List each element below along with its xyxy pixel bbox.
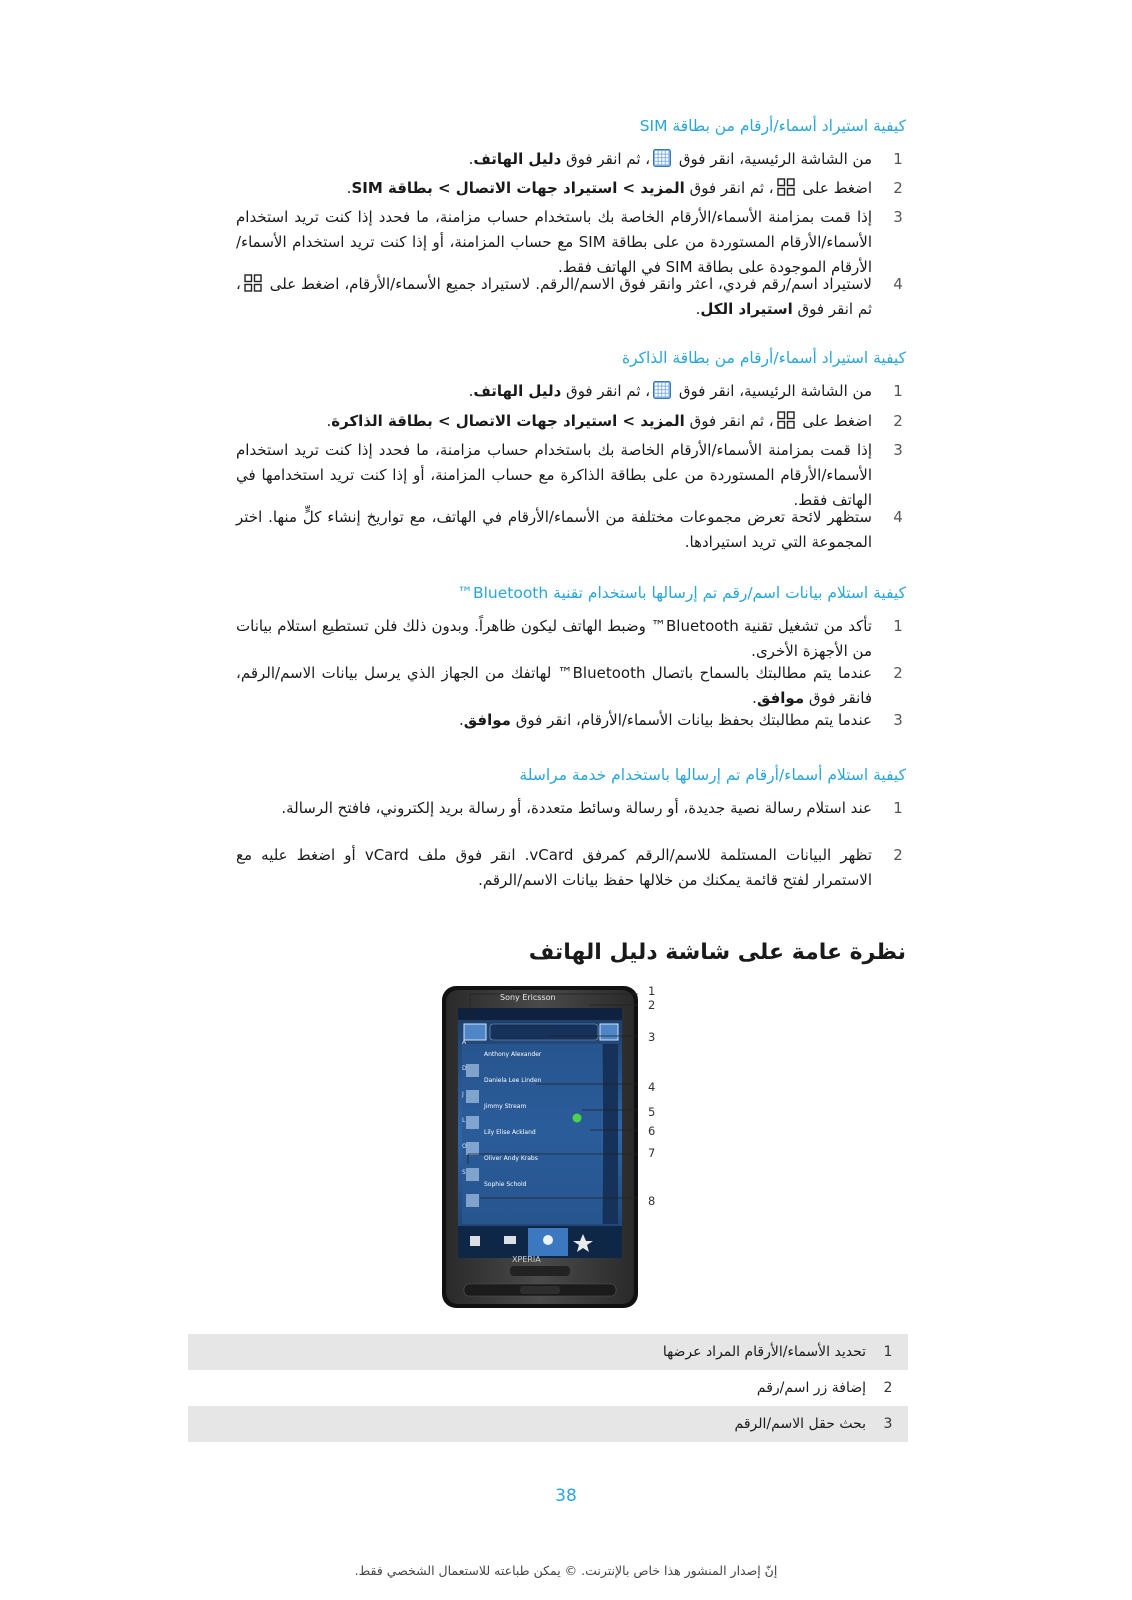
step-text: عند استلام رسالة نصية جديدة، أو رسالة وسائط متعددة، أو رسالة بريد إلكتروني، فافتح الرسالة. — [281, 799, 872, 817]
callout-number: 1 — [648, 984, 656, 998]
instruction-step — [236, 796, 906, 821]
step-number: 3 — [893, 711, 903, 729]
step-number: 1 — [893, 150, 903, 168]
step-text: عندما يتم مطالبتك بحفظ بيانات الأسماء/الأرقام، انقر فوق موافق. — [459, 711, 872, 729]
contact-index-letter: O — [462, 1143, 467, 1150]
ui-term: استيراد الكل — [700, 300, 793, 318]
app-grid-icon — [653, 149, 671, 167]
section-title: كيفية استلام أسماء/أرقام تم إرسالها باستخدام خدمة مراسلة — [519, 766, 906, 784]
section-title: كيفية استيراد أسماء/أرقام من بطاقة الذاكرة — [621, 349, 906, 367]
callout-number: 4 — [648, 1080, 656, 1094]
legend-number: 3 — [883, 1416, 893, 1432]
section-title: كيفية استلام بيانات اسم/رقم تم إرسالها باستخدام تقنية Bluetooth™ — [457, 584, 906, 602]
contact-index-letter: A — [462, 1039, 467, 1046]
page-number: 38 — [555, 1486, 577, 1506]
section-title: كيفية استيراد أسماء/أرقام من بطاقة SIM — [639, 117, 906, 135]
ui-term: دليل الهاتف — [473, 382, 562, 400]
contact-name: Sophie Schold — [484, 1181, 527, 1188]
instruction-step — [236, 505, 906, 555]
legend-text: تحديد الأسماء/الأرقام المراد عرضها — [662, 1344, 866, 1360]
legend-number: 1 — [883, 1344, 893, 1360]
step-number: 3 — [893, 208, 903, 226]
copyright-footer: إنّ إصدار المنشور هذا خاص بالإنترنت. © يمكن طباعته للاستعمال الشخصي فقط. — [354, 1563, 778, 1578]
instruction-step — [236, 438, 906, 513]
step-text: ستظهر لائحة تعرض مجموعات مختلفة من الأسماء/الأرقام في الهاتف، مع تواريخ إنشاء كلٍّ منها. اختر المجموعة التي تريد استيرادها. — [236, 508, 872, 551]
instruction-step — [236, 205, 906, 280]
overview-title: نظرة عامة على شاشة دليل الهاتف — [528, 940, 906, 965]
phone-model: XPERIA — [512, 1255, 541, 1264]
contact-index-letter: J — [462, 1091, 464, 1098]
ui-term: المزيد > استيراد جهات الاتصال > بطاقة SIM — [351, 179, 685, 197]
step-text: من الشاشة الرئيسية، انقر فوق ، ثم انقر فوق دليل الهاتف. — [468, 382, 872, 400]
step-number: 1 — [893, 617, 903, 635]
step-text: اضغط على ، ثم انقر فوق المزيد > استيراد جهات الاتصال > بطاقة SIM. — [346, 179, 872, 197]
ui-term: دليل الهاتف — [473, 150, 562, 168]
phone-brand: Sony Ericsson — [500, 993, 556, 1002]
instruction-step — [236, 272, 906, 322]
step-number: 2 — [893, 846, 903, 864]
callout-number: 3 — [648, 1030, 656, 1044]
step-text: عندما يتم مطالبتك بالسماح باتصال Bluetooth™ لهاتفك من الجهاز الذي يرسل بيانات الاسم/الرقم، فانقر فوق موافق. — [236, 664, 872, 707]
contact-name: Jimmy Stream — [484, 1103, 527, 1110]
callout-number: 8 — [648, 1194, 656, 1208]
instruction-step — [236, 409, 906, 434]
legend-text: بحث حقل الاسم/الرقم — [734, 1416, 866, 1432]
step-text: إذا قمت بمزامنة الأسماء/الأرقام الخاصة بك باستخدام حساب مزامنة، ما فحدد إذا كنت تريد استخدام الأسماء/الأرقام المستوردة من على بطاقة SIM مع حساب المزامنة، أو إذا كنت تريد استخدام الأسماء/الأرقام الموجودة على بطاقة SIM في الهاتف فقط. — [236, 208, 872, 276]
legend-table — [188, 1334, 908, 1442]
contact-name: Anthony Alexander — [484, 1051, 542, 1058]
legend-number: 2 — [883, 1380, 893, 1396]
step-number: 2 — [893, 412, 903, 430]
ui-term: المزيد > استيراد جهات الاتصال > بطاقة الذاكرة — [331, 412, 685, 430]
instruction-step — [236, 147, 906, 172]
step-number: 2 — [893, 179, 903, 197]
callout-number: 5 — [648, 1105, 656, 1119]
callout-number: 7 — [648, 1146, 656, 1160]
step-number: 2 — [893, 664, 903, 682]
step-number: 4 — [893, 508, 903, 526]
instruction-step — [236, 614, 906, 664]
legend-row — [188, 1370, 908, 1406]
callout-number: 6 — [648, 1124, 656, 1138]
legend-text: إضافة زر اسم/رقم — [756, 1380, 866, 1396]
ui-term: موافق — [463, 711, 511, 729]
menu-key-icon — [777, 411, 795, 429]
instruction-step — [236, 379, 906, 404]
instruction-step — [236, 843, 906, 893]
instruction-step — [236, 708, 906, 733]
callout-number: 2 — [648, 998, 656, 1012]
instruction-step — [236, 176, 906, 201]
step-number: 4 — [893, 275, 903, 293]
ui-term: موافق — [756, 689, 805, 707]
callout-numbers — [648, 984, 672, 1224]
step-number: 1 — [893, 799, 903, 817]
step-text: اضغط على ، ثم انقر فوق المزيد > استيراد جهات الاتصال > بطاقة الذاكرة. — [326, 412, 872, 430]
contact-index-letter: D — [462, 1065, 467, 1072]
step-text: لاستيراد اسم/رقم فردي، اعثر وانقر فوق الاسم/الرقم. لاستيراد جميع الأسماء/الأرقام، اضغط على ، ثم انقر فوق استيراد الكل. — [236, 275, 872, 318]
step-number: 3 — [893, 441, 903, 459]
step-text: تأكد من تشغيل تقنية Bluetooth™ وضبط الهاتف ليكون ظاهراً. وبدون ذلك فلن تستطيع استلام بيانات من الأجهزة الأخرى. — [236, 617, 872, 660]
legend-row — [188, 1334, 908, 1370]
step-text: من الشاشة الرئيسية، انقر فوق ، ثم انقر فوق دليل الهاتف. — [468, 150, 872, 168]
contact-index-letter: S — [462, 1169, 466, 1176]
instruction-step — [236, 661, 906, 711]
legend-row — [188, 1406, 908, 1442]
contact-name: Oliver Andy Krabs — [484, 1155, 538, 1162]
contact-index-letter: L — [462, 1117, 466, 1124]
app-grid-icon — [653, 381, 671, 399]
step-text: إذا قمت بمزامنة الأسماء/الأرقام الخاصة بك باستخدام حساب مزامنة، ما فحدد إذا كنت تريد استخدام الأسماء/الأرقام المستوردة من على بطاقة الذاكرة مع حساب المزامنة، أو إذا كنت تريد استخدامها في الهاتف فقط. — [236, 441, 872, 509]
step-text: تظهر البيانات المستلمة للاسم/الرقم كمرفق vCard. انقر فوق ملف vCard أو اضغط عليه مع الاستمرار لفتح قائمة يمكنك من خلالها حفظ بيانات الاسم/الرقم. — [236, 846, 872, 889]
contact-name: Lily Elise Ackland — [484, 1129, 536, 1136]
menu-key-icon — [244, 274, 262, 292]
step-number: 1 — [893, 382, 903, 400]
menu-key-icon — [777, 178, 795, 196]
contact-name: Daniela Lee Linden — [484, 1077, 542, 1084]
